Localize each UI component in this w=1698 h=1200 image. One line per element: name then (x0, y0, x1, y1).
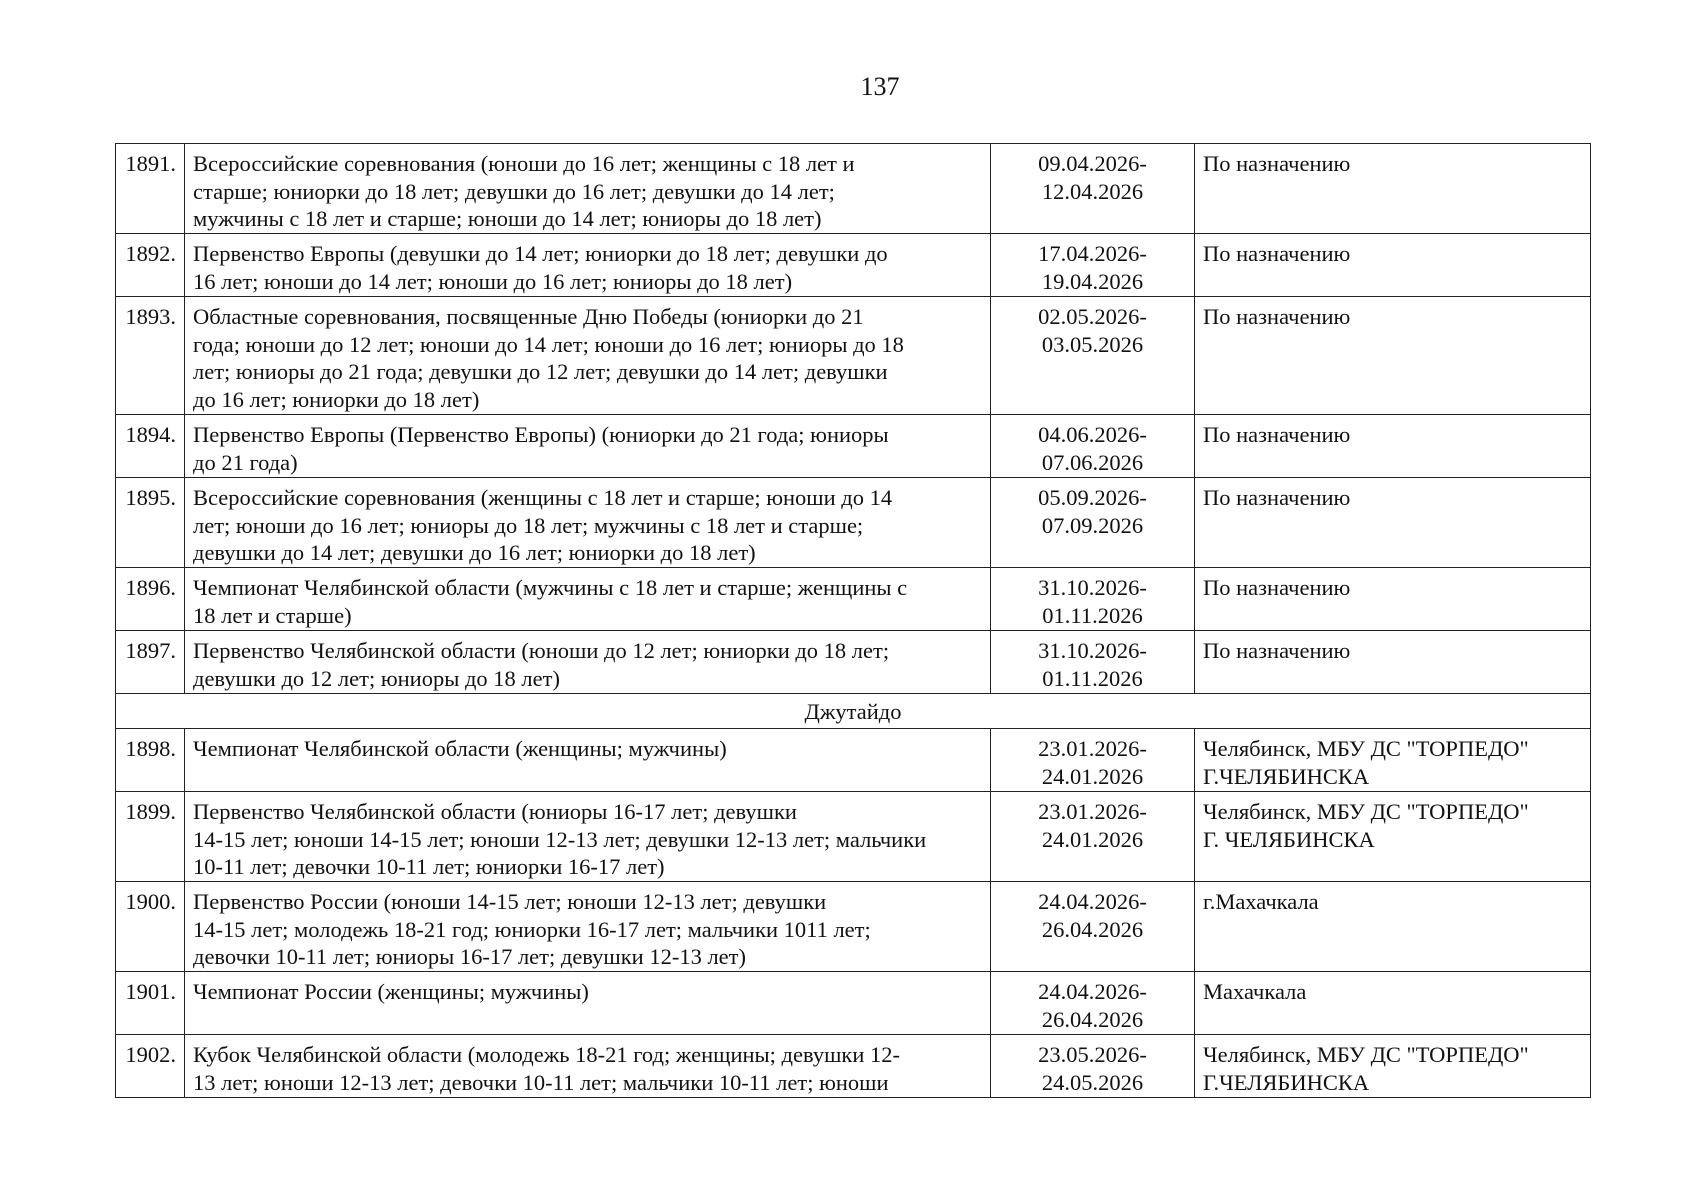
section-row (116, 694, 1591, 729)
event-name-line: Первенство Европы (Первенство Европы) (юниорки до 21 года; юниоры (193, 422, 889, 447)
event-date-line: 12.04.2026 (1041, 178, 1144, 204)
event-name-line: Кубок Челябинской области (молодежь 18-21 год; женщины; девушки 12- (193, 1042, 900, 1067)
event-name-line: Первенство Челябинской области (юниоры 16-17 лет; девушки (193, 799, 797, 824)
event-place-line: Челябинск, МБУ ДС "ТОРПЕДО" (1203, 736, 1529, 761)
event-name-line: 10-11 лет; девочки 10-11 лет; юниорки 16-17 лет) (193, 854, 665, 879)
event-place-cell (1195, 568, 1591, 631)
event-place-cell (1195, 972, 1591, 1035)
event-date-line: 31.10.2026- (1038, 575, 1147, 600)
event-name-line: лет; юниоры до 21 года; девушки до 12 лет; девушки до 14 лет; девушки (193, 359, 888, 384)
row-number: 1894. (116, 415, 185, 478)
row-number: 1893. (116, 297, 185, 415)
event-name-line: Областные соревнования, посвященные Дню Победы (юниорки до 21 (193, 304, 864, 329)
table-row (116, 882, 1591, 972)
event-name-cell (185, 792, 991, 882)
event-name-cell (185, 631, 991, 694)
event-date-line: 02.05.2026- (1038, 304, 1147, 329)
table-row (116, 972, 1591, 1035)
event-name-line: Чемпионат Челябинской области (мужчины с 18 лет и старше; женщины с (193, 575, 908, 600)
event-name-cell (185, 729, 991, 792)
event-place-cell (1195, 631, 1591, 694)
event-name-line: до 21 года) (193, 449, 298, 475)
event-place-cell (1195, 234, 1591, 297)
event-name-line: девушки до 14 лет; девушки до 16 лет; юниорки до 18 лет) (193, 540, 756, 565)
event-name-line: Первенство России (юноши 14-15 лет; юноши 12-13 лет; девушки (193, 889, 827, 914)
event-place-cell (1195, 882, 1591, 972)
event-dates-cell (991, 415, 1195, 478)
table-row (116, 415, 1591, 478)
event-name-cell (185, 144, 991, 234)
events-table-body (116, 144, 1591, 1098)
event-date-line: 17.04.2026- (1038, 241, 1147, 266)
event-place-line: По назначению (1203, 638, 1351, 663)
row-number: 1891. (116, 144, 185, 234)
event-place-cell (1195, 1035, 1591, 1098)
event-dates-cell (991, 568, 1195, 631)
event-date-line: 24.04.2026- (1038, 889, 1147, 914)
event-date-line: 24.01.2026 (1041, 763, 1144, 789)
event-dates-cell (991, 234, 1195, 297)
event-name-cell (185, 478, 991, 568)
event-place-line: По назначению (1203, 575, 1351, 600)
event-date-line: 09.04.2026- (1038, 151, 1147, 176)
row-number: 1899. (116, 792, 185, 882)
section-title: Джутайдо (116, 694, 1591, 729)
event-name-line: старше; юниорки до 18 лет; девушки до 16 лет; девушки до 14 лет; (193, 178, 835, 204)
event-place-cell (1195, 792, 1591, 882)
row-number: 1898. (116, 729, 185, 792)
event-name-line: 14-15 лет; юноши 14-15 лет; юноши 12-13 лет; девушки 12-13 лет; мальчики (193, 826, 927, 852)
event-place-cell (1195, 478, 1591, 568)
event-place-line: Г. ЧЕЛЯБИНСКА (1203, 826, 1375, 852)
event-name-line: 16 лет; юноши до 14 лет; юноши до 16 лет; юниоры до 18 лет) (193, 268, 793, 294)
event-dates-cell (991, 882, 1195, 972)
row-number: 1901. (116, 972, 185, 1035)
event-dates-cell (991, 478, 1195, 568)
event-date-line: 01.11.2026 (1042, 602, 1143, 628)
row-number: 1895. (116, 478, 185, 568)
event-name-cell (185, 1035, 991, 1098)
table-row (116, 729, 1591, 792)
table-row (116, 1035, 1591, 1098)
event-place-line: По назначению (1203, 485, 1351, 510)
event-date-line: 23.01.2026- (1038, 799, 1147, 824)
row-number: 1892. (116, 234, 185, 297)
event-date-line: 26.04.2026 (1041, 916, 1144, 942)
event-date-line: 26.04.2026 (1041, 1006, 1144, 1032)
event-date-line: 24.05.2026 (1041, 1069, 1144, 1095)
event-name-line: лет; юноши до 16 лет; юниоры до 18 лет; мужчины с 18 лет и старше; (193, 512, 864, 538)
table-row (116, 297, 1591, 415)
event-name-line: девочки 10-11 лет; юниоры 16-17 лет; девушки 12-13 лет) (193, 944, 746, 969)
event-name-cell (185, 882, 991, 972)
event-place-line: По назначению (1203, 151, 1351, 176)
row-number: 1897. (116, 631, 185, 694)
event-place-line: Г.ЧЕЛЯБИНСКА (1203, 763, 1370, 789)
event-name-cell (185, 234, 991, 297)
event-place-line: Г.ЧЕЛЯБИНСКА (1203, 1069, 1370, 1095)
event-name-line: Чемпионат России (женщины; мужчины) (193, 979, 589, 1004)
events-table (115, 143, 1591, 1098)
event-date-line: 19.04.2026 (1041, 268, 1144, 294)
event-date-line: 23.05.2026- (1038, 1042, 1147, 1067)
event-date-line: 24.04.2026- (1038, 979, 1147, 1004)
event-name-line: года; юноши до 12 лет; юноши до 14 лет; юноши до 16 лет; юниоры до 18 (193, 331, 904, 357)
row-number: 1900. (116, 882, 185, 972)
event-date-line: 23.01.2026- (1038, 736, 1147, 761)
event-dates-cell (991, 792, 1195, 882)
event-name-line: девушки до 12 лет; юниоры до 18 лет) (193, 665, 560, 691)
event-name-line: мужчины с 18 лет и старше; юноши до 14 лет; юниоры до 18 лет) (193, 206, 822, 231)
event-name-line: 18 лет и старше) (193, 602, 352, 628)
event-place-line: По назначению (1203, 304, 1351, 329)
event-name-line: 13 лет; юноши 12-13 лет; девочки 10-11 лет; мальчики 10-11 лет; юноши (193, 1069, 889, 1095)
event-date-line: 01.11.2026 (1042, 665, 1143, 691)
event-name-cell (185, 568, 991, 631)
event-name-line: Всероссийские соревнования (юноши до 16 лет; женщины с 18 лет и (193, 151, 855, 176)
event-date-line: 07.06.2026 (1041, 449, 1144, 475)
table-row (116, 792, 1591, 882)
event-date-line: 04.06.2026- (1038, 422, 1147, 447)
event-name-line: до 16 лет; юниорки до 18 лет) (193, 386, 480, 412)
event-name-line: Всероссийские соревнования (женщины с 18 лет и старше; юноши до 14 (193, 485, 893, 510)
event-name-line: Первенство Челябинской области (юноши до 12 лет; юниорки до 18 лет; (193, 638, 890, 663)
table-row (116, 144, 1591, 234)
table-row (116, 478, 1591, 568)
event-place-line: По назначению (1203, 422, 1351, 447)
table-row (116, 568, 1591, 631)
event-dates-cell (991, 297, 1195, 415)
event-name-line: 14-15 лет; молодежь 18-21 год; юниорки 16-17 лет; мальчики 1011 лет; (193, 916, 871, 942)
row-number: 1896. (116, 568, 185, 631)
event-place-cell (1195, 729, 1591, 792)
event-date-line: 31.10.2026- (1038, 638, 1147, 663)
event-name-line: Чемпионат Челябинской области (женщины; мужчины) (193, 736, 727, 761)
event-place-line: Челябинск, МБУ ДС "ТОРПЕДО" (1203, 1042, 1529, 1067)
event-place-line: Челябинск, МБУ ДС "ТОРПЕДО" (1203, 799, 1529, 824)
event-name-cell (185, 297, 991, 415)
event-dates-cell (991, 144, 1195, 234)
event-place-cell (1195, 297, 1591, 415)
event-dates-cell (991, 1035, 1195, 1098)
event-date-line: 24.01.2026 (1041, 826, 1144, 852)
event-dates-cell (991, 729, 1195, 792)
event-date-line: 05.09.2026- (1038, 485, 1147, 510)
event-place-line: г.Махачкала (1203, 889, 1319, 914)
event-dates-cell (991, 631, 1195, 694)
event-date-line: 03.05.2026 (1041, 331, 1144, 357)
event-place-cell (1195, 415, 1591, 478)
event-date-line: 07.09.2026 (1041, 512, 1144, 538)
event-place-line: Махачкала (1203, 979, 1307, 1004)
event-place-cell (1195, 144, 1591, 234)
event-name-cell (185, 972, 991, 1035)
event-name-cell (185, 415, 991, 478)
table-row (116, 631, 1591, 694)
event-name-line: Первенство Европы (девушки до 14 лет; юниорки до 18 лет; девушки до (193, 241, 888, 266)
row-number: 1902. (116, 1035, 185, 1098)
event-place-line: По назначению (1203, 241, 1351, 266)
table-row (116, 234, 1591, 297)
event-dates-cell (991, 972, 1195, 1035)
page-number: 137 (860, 72, 900, 101)
